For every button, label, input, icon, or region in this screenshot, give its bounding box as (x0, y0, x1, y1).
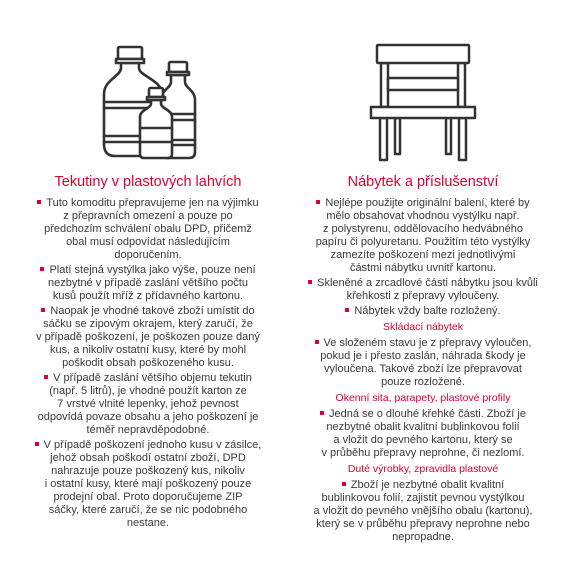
bullet-text: sáčku se zipovým okrajem, který zaručí, že (43, 317, 253, 330)
bullet-text: nezbytné v případě zaslání většího počtu (48, 276, 248, 289)
bullet-text: poškodit obsah poškozeného kusu. (62, 356, 234, 369)
bullet-line (293, 376, 553, 389)
bullet-text: obal musí odpovídat následujícím (66, 235, 230, 248)
bullet-text: nestane. (126, 516, 170, 529)
bullet-text: i ostatní kusy, které mají poškozený pouze (44, 477, 252, 490)
bullet-line (18, 290, 278, 303)
bullet-square-icon (345, 308, 349, 312)
bullet-item (293, 197, 553, 275)
bullet-text: Nejlépe použijte originální balení, které by (325, 196, 530, 209)
bullet-line (293, 505, 553, 518)
bullet-text: Platí stejná vystýlka jako výše, pouze není (49, 263, 256, 276)
bullet-text: kusů použít mříž z přídavného kartonu. (52, 289, 244, 302)
bullet-text: Skleněné a zrcadlové části nábytku jsou kvůli (317, 276, 538, 289)
bullet-line (293, 337, 553, 350)
section-heading: Skládací nábytek (383, 320, 463, 333)
bullet-text: vyloučena. Takové zboží lze přepravovat (324, 362, 522, 375)
bullet-line (293, 223, 553, 236)
bullet-line (293, 518, 553, 531)
bullet-square-icon (320, 411, 324, 415)
bullet-line (18, 318, 278, 331)
bullet-text: a vložit do pevného kartonu, který se (333, 433, 513, 446)
liquids-list (18, 197, 278, 530)
bullet-line (18, 398, 278, 411)
bullet-item (293, 479, 553, 544)
bullet-line (18, 517, 278, 530)
bullet-text: Jedná se o dlouhé křehké části. Zboží je (329, 407, 526, 420)
bullet-line (293, 363, 553, 376)
bullet-line (18, 491, 278, 504)
bullet-text: Naopak je vhodné takové zboží umístit do (50, 304, 255, 317)
bullet-text: bublinkovou folií, zajistit pevnou vystýlkou (321, 491, 525, 504)
bullet-square-icon (342, 482, 346, 486)
bullet-text: a vložit do pevného vnějšího obalu (kartonu), (313, 504, 533, 517)
bullet-text: 7 vrstvé vlnité lepenky, jehož pevnost (57, 397, 239, 410)
bullet-text: téměř nepravděpodobné. (86, 423, 210, 436)
furniture-list (293, 197, 553, 544)
bullet-item (18, 439, 278, 530)
bullet-line (293, 479, 553, 492)
bullet-item (293, 408, 553, 460)
furniture-column (293, 172, 553, 546)
bullet-square-icon (35, 442, 39, 446)
bullet-line (18, 424, 278, 437)
bullet-square-icon (40, 267, 44, 271)
bullet-square-icon (44, 375, 48, 379)
bullet-line (293, 350, 553, 363)
bullet-text: Nábytek vždy balte rozložený. (354, 304, 501, 317)
bullet-text: sáčky, které zaručí, že se nic podobného (48, 503, 248, 516)
bullet-text: pouze rozložené. (381, 375, 465, 388)
bullet-text: mělo obsahovat vhodnou vystýlku např. (326, 209, 520, 222)
furniture-title: Nábytek a příslušenství (347, 174, 499, 190)
bullet-line (18, 249, 278, 262)
bullet-line (293, 236, 553, 249)
liquids-title: Tekutiny v plastových lahvích (54, 174, 242, 190)
section-heading: Duté výrobky, zpravidla plastové (347, 462, 499, 475)
bullet-line (18, 236, 278, 249)
chair-icon (368, 42, 478, 164)
bullet-line (18, 357, 278, 370)
bullet-line (18, 504, 278, 517)
bullet-item (18, 264, 278, 303)
bullet-item (18, 372, 278, 437)
bullet-line (293, 492, 553, 505)
bullet-square-icon (316, 200, 320, 204)
bullet-text: Tuto komoditu přepravujeme jen na výjimku (46, 196, 259, 209)
bullet-item (293, 337, 553, 389)
bullet-line (18, 411, 278, 424)
bullet-line (18, 478, 278, 491)
bullet-text: nepropadne. (392, 530, 454, 543)
bullet-line (293, 262, 553, 275)
bullet-text: částmi nábytku uvnitř kartonu. (349, 261, 497, 274)
bullet-text: z přepravních omezení a pouze po (63, 209, 233, 222)
bullet-text: V případě poškození jednoho kusu v zásilce, (43, 438, 262, 451)
bullet-line (18, 452, 278, 465)
bullet-line (293, 249, 553, 262)
bullet-text: Zboží je nezbytné obalit kvalitní (350, 478, 505, 491)
bullet-line (18, 305, 278, 318)
bullet-text: papíru či polyuretanu. Použitím této vystýlky (315, 235, 531, 248)
bullet-line (18, 439, 278, 452)
bullet-text: v průběhu přepravy neprohne, či nezlomí. (321, 446, 525, 459)
bullet-line (18, 197, 278, 210)
bullet-line (18, 372, 278, 385)
bullet-text: předchozím schválení obalu DPD, přičemž (44, 222, 252, 235)
section-heading: Okenní sita, parapety, plastové profily (335, 391, 511, 404)
bullet-item (293, 305, 553, 318)
bullet-text: jehož obsah poškodí ostatní zboží, DPD (50, 451, 246, 464)
bullet-text: nahrazuje pouze poškozený kus, nikoliv (51, 464, 245, 477)
bullet-text: pokud je i přesto zaslán, náhrada škody je (320, 349, 526, 362)
bullet-text: zamezíte poškození mezi jednotlivými (330, 248, 516, 261)
bullet-text: odpovídá povaze obsahu a jeho poškození je (37, 410, 259, 423)
bullet-square-icon (308, 280, 312, 284)
bullet-line (293, 421, 553, 434)
bullet-item (293, 277, 553, 303)
bullet-square-icon (41, 308, 45, 312)
bullet-line (293, 277, 553, 290)
bullet-text: který se v průběhu přepravy neprohne nebo (316, 517, 530, 530)
bullet-text: nezbytné obalit kvalitní bublinkovou folií (326, 420, 520, 433)
bullet-text: doporučením. (114, 248, 182, 261)
bullet-line (18, 210, 278, 223)
bullet-line (293, 290, 553, 303)
bullet-item (18, 305, 278, 370)
bullet-text: křehkosti z přepravy vyloučeny. (346, 289, 500, 302)
bullet-text: z polystyrenu, oddělovacího hedvábného (323, 222, 523, 235)
bullet-text: (např. 5 litrů), je vhodné použít karton ze (49, 384, 247, 397)
bullet-line (18, 223, 278, 236)
bullet-item (18, 197, 278, 262)
bullet-line (18, 277, 278, 290)
bullet-line (293, 197, 553, 210)
bullet-line (293, 434, 553, 447)
bullet-line (18, 465, 278, 478)
bullet-text: Ve složeném stavu je z přepravy vyloučen, (323, 336, 532, 349)
bullet-text: V případě zaslání většího objemu tekutin (53, 371, 252, 384)
bullet-line (293, 408, 553, 421)
bullet-line (18, 264, 278, 277)
bullet-line (293, 305, 553, 318)
bullet-text: v případě poškození, je poškozen pouze daný (36, 330, 260, 343)
bullet-line (293, 531, 553, 544)
bullet-line (18, 344, 278, 357)
bullet-line (293, 447, 553, 460)
liquids-column (18, 172, 278, 532)
bullet-line (18, 385, 278, 398)
bullet-text: kus, a nikoliv ostatní kusy, které by mohl (49, 343, 247, 356)
bullet-square-icon (315, 340, 319, 344)
bullet-text: prodejní obal. Proto doporučujeme ZIP (53, 490, 243, 503)
bullet-line (18, 331, 278, 344)
bullet-square-icon (37, 200, 41, 204)
bottles-icon (95, 44, 205, 164)
bullet-line (293, 210, 553, 223)
